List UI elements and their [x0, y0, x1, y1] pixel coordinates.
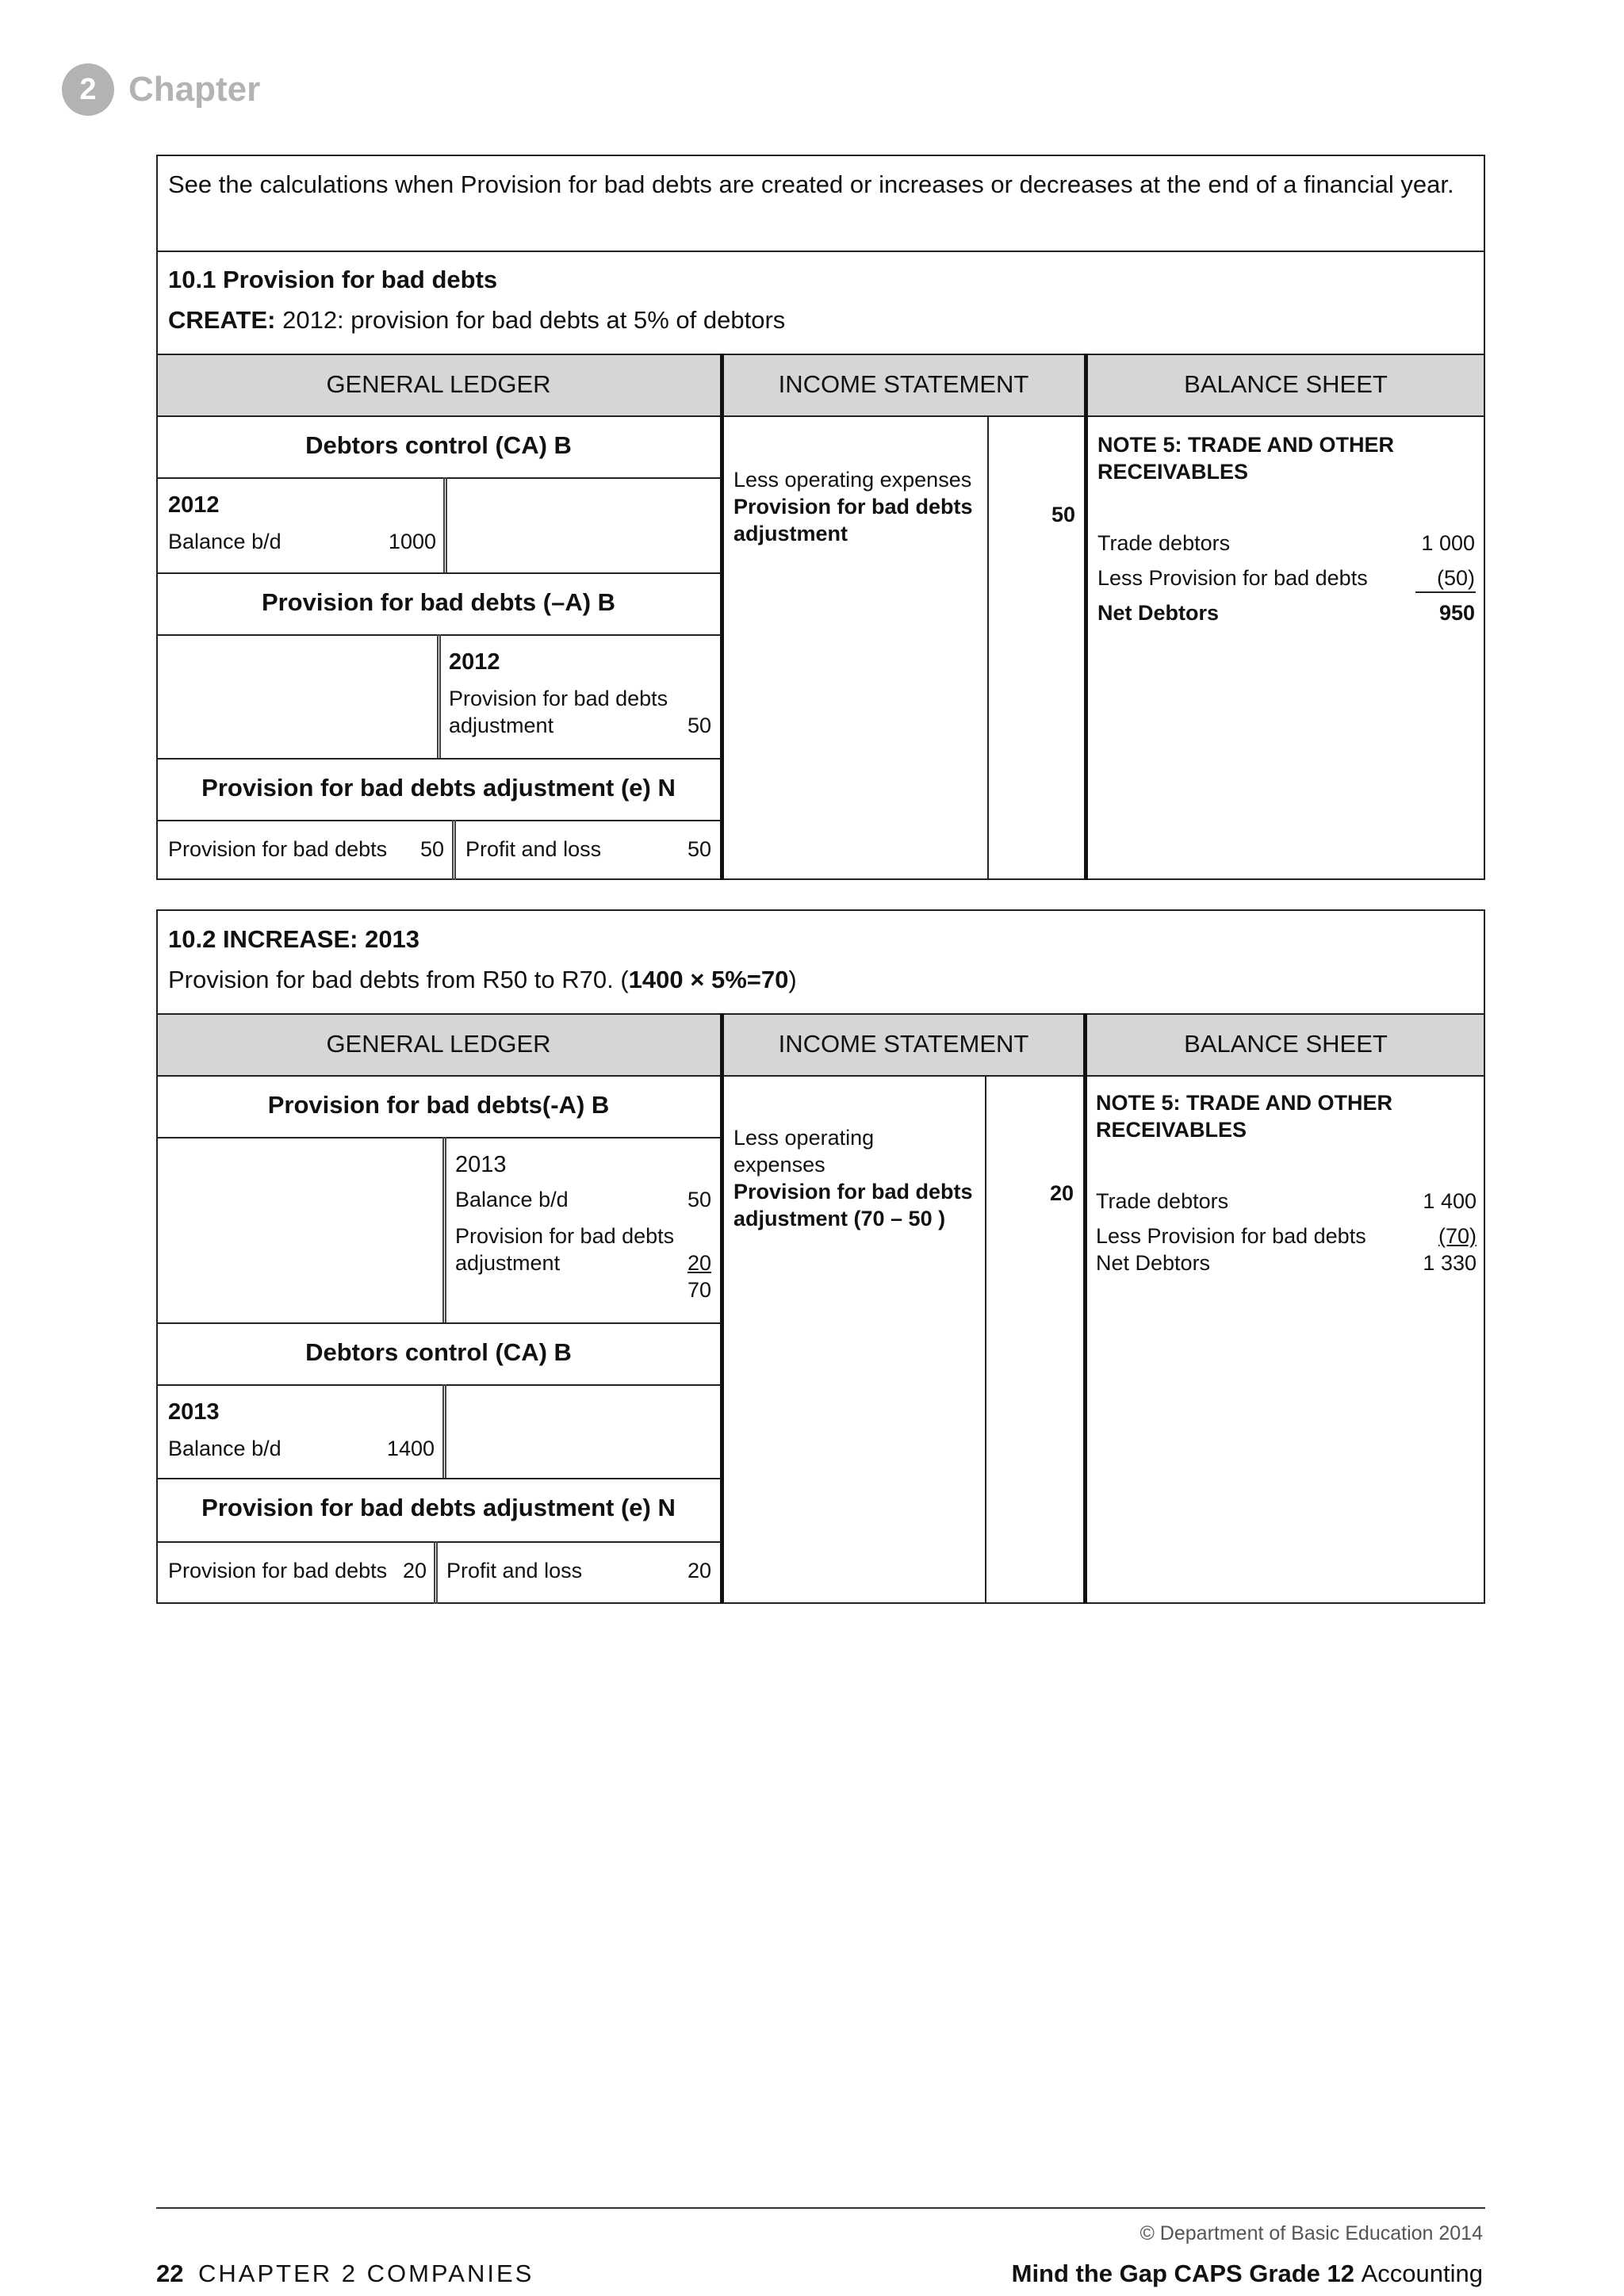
ledger-title-provision: Provision for bad debts (–A) B	[261, 588, 616, 616]
income-line: expenses	[733, 1153, 825, 1177]
provision-line: adjustment	[455, 1251, 561, 1275]
income-line: Less operating	[733, 1126, 875, 1150]
provision-year: 2013	[455, 1152, 507, 1177]
create-line: CREATE: 2012: provision for bad debts at 5% of debtors	[168, 306, 786, 334]
income-amount: 50	[1051, 503, 1075, 526]
header-general-ledger: GENERAL LEDGER	[326, 1030, 551, 1058]
less-provision: Less Provision for bad debts	[1097, 566, 1368, 590]
chapter-badge: 2	[62, 63, 114, 116]
provision-line: adjustment	[449, 714, 554, 737]
copyright: © Department of Basic Education 2014	[1139, 2222, 1483, 2244]
chapter-footer: CHAPTER 2 COMPANIES	[198, 2260, 534, 2287]
ledger-title-adjustment: Provision for bad debts adjustment (e) N	[201, 774, 676, 802]
note-title: RECEIVABLES	[1096, 1118, 1247, 1142]
provision-total: 70	[687, 1278, 711, 1302]
header-balance-sheet: BALANCE SHEET	[1184, 370, 1388, 398]
trade-debtors-amount: 1 400	[1423, 1189, 1477, 1213]
ledger-title-adjustment: Provision for bad debts adjustment (e) N	[201, 1494, 676, 1521]
adjustment-credit-amount: 20	[687, 1559, 711, 1582]
debtors-balance: Balance b/d	[168, 1437, 282, 1460]
income-line: adjustment (70 – 50 )	[733, 1207, 946, 1230]
book-title: Mind the Gap CAPS Grade 12 Accounting	[1011, 2260, 1483, 2287]
intro-text: See the calculations when Provision for bad debts are created or increases or decreases at the end of a financial year.	[168, 170, 1454, 198]
provision-adjustment-amount: 20	[687, 1251, 711, 1275]
net-debtors-amount: 1 330	[1423, 1251, 1477, 1275]
header-income-statement: INCOME STATEMENT	[778, 1030, 1029, 1058]
provision-balance-amount: 50	[687, 1188, 711, 1211]
net-debtors: Net Debtors	[1096, 1251, 1211, 1275]
debtors-balance-amount: 1000	[388, 530, 436, 553]
adjustment-credit: Profit and loss	[465, 837, 602, 861]
header-income-statement: INCOME STATEMENT	[778, 370, 1029, 398]
net-debtors: Net Debtors	[1097, 601, 1220, 625]
chapter-label: Chapter	[128, 70, 261, 109]
income-line: Provision for bad debts	[733, 495, 973, 519]
provision-line: Provision for bad debts	[455, 1224, 675, 1248]
provision-amount: 50	[687, 714, 711, 737]
adjustment-debit-amount: 20	[402, 1559, 427, 1582]
ledger-title-provision: Provision for bad debts(-A) B	[267, 1091, 610, 1119]
income-amount: 20	[1049, 1181, 1074, 1205]
income-line: Less operating expenses	[733, 468, 972, 492]
footer-rule	[156, 2207, 1485, 2209]
adjustment-debit-amount: 50	[419, 837, 444, 861]
adjustment-credit: Profit and loss	[446, 1559, 583, 1582]
trade-debtors: Trade debtors	[1097, 531, 1231, 555]
ledger-title-debtors: Debtors control (CA) B	[305, 431, 572, 459]
less-provision: Less Provision for bad debts	[1096, 1224, 1366, 1248]
provision-year: 2012	[449, 649, 500, 675]
provision-line: Provision for bad debts	[449, 687, 668, 710]
debtors-balance-amount: 1400	[386, 1437, 435, 1460]
provision-balance: Balance b/d	[455, 1188, 569, 1211]
ledger-title-debtors: Debtors control (CA) B	[305, 1338, 572, 1366]
adjustment-debit: Provision for bad debts	[168, 1559, 388, 1582]
adjustment-credit-amount: 50	[687, 837, 711, 861]
income-line: Provision for bad debts	[733, 1180, 973, 1203]
section-title: 10.2 INCREASE: 2013	[168, 925, 420, 953]
page-number: 22	[156, 2260, 184, 2287]
net-debtors-amount: 950	[1438, 601, 1475, 625]
header-general-ledger: GENERAL LEDGER	[326, 370, 551, 398]
header-balance-sheet: BALANCE SHEET	[1184, 1030, 1388, 1058]
section-title: 10.1 Provision for bad debts	[168, 266, 498, 293]
note-title: NOTE 5: TRADE AND OTHER	[1097, 433, 1395, 457]
note-title: NOTE 5: TRADE AND OTHER	[1096, 1091, 1393, 1115]
trade-debtors: Trade debtors	[1096, 1189, 1229, 1213]
debtors-balance: Balance b/d	[168, 530, 282, 553]
debtors-year: 2013	[168, 1399, 220, 1425]
increase-description: Provision for bad debts from R50 to R70. (1400 × 5%=70)	[168, 966, 797, 993]
income-line: adjustment	[733, 522, 848, 545]
note-title: RECEIVABLES	[1097, 460, 1249, 484]
trade-debtors-amount: 1 000	[1421, 531, 1475, 555]
debtors-year: 2012	[168, 492, 220, 518]
less-provision-amount: (70)	[1438, 1224, 1477, 1248]
adjustment-debit: Provision for bad debts	[168, 837, 388, 861]
less-provision-amount: (50)	[1436, 566, 1475, 590]
